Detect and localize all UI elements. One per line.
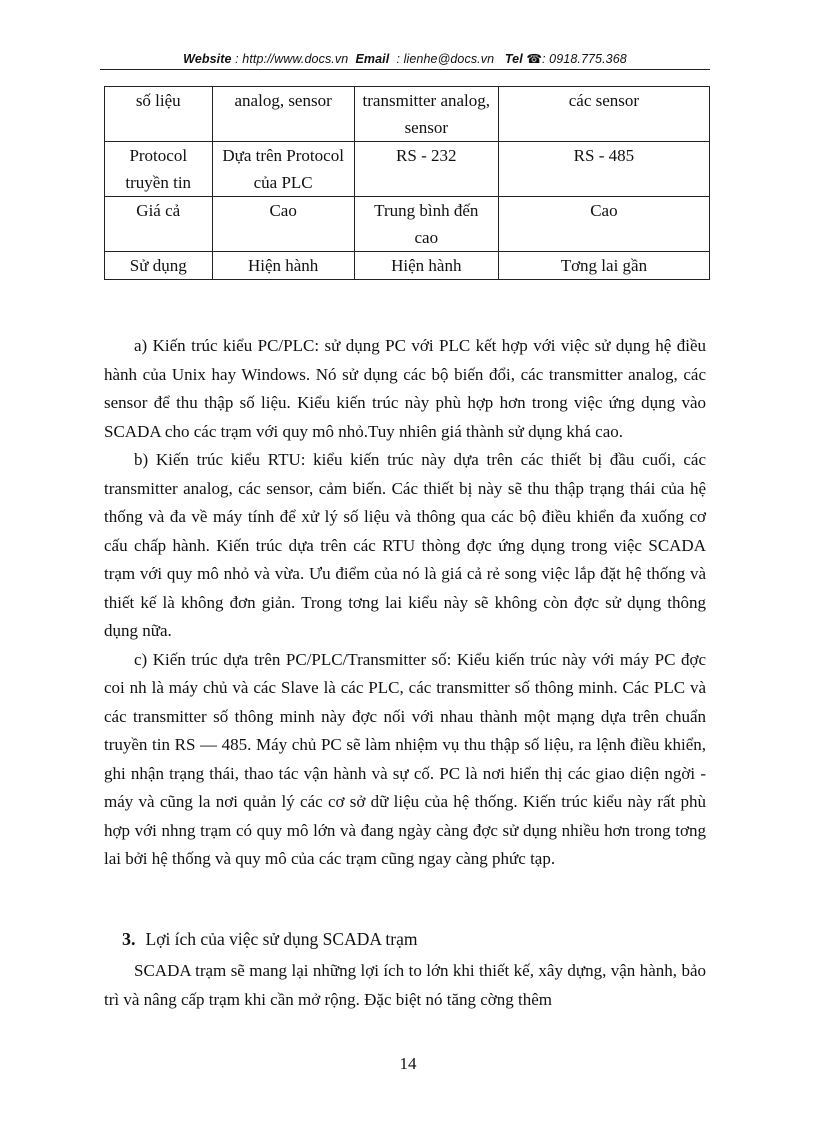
table-cell: Trung bình đến cao	[354, 197, 498, 252]
table-cell: transmitter analog, sensor	[354, 87, 498, 142]
section-heading	[122, 929, 417, 950]
email-value: : lienhe@docs.vn	[396, 52, 495, 66]
section-body	[104, 957, 706, 1014]
email-label: Email	[355, 52, 390, 66]
table-cell: Cao	[498, 197, 709, 252]
page-number: 14	[399, 1054, 417, 1073]
paragraph-scada-benefits: SCADA trạm sẽ mang lại những lợi ích to lớn khi thiết kế, xây dựng, vận hành, bảo trì và nâng cấp trạm khi cần mở rộng. Đặc biệt nó tăng cờng thêm	[104, 961, 706, 1009]
table-cell: Protocol truyền tin	[105, 142, 213, 197]
comparison-table	[104, 86, 710, 280]
tel-value: : 0918.775.368	[542, 52, 627, 66]
paragraph-c: c) Kiến trúc dựa trên PC/PLC/Transmitter số: Kiểu kiến trúc này với máy PC đợc coi nh là máy chủ và các Slave là các PLC, các transmitter số thông minh. Các PLC và các transmitter số thông minh này đợc nối với nhau thành một mạng dựa trên chuẩn truyền tin RS — 485. Máy chủ PC sẽ làm nhiệm vụ thu thập số liệu, ra lệnh điều khiển, ghi nhận trạng thái, thao tác vận hành và sự cố. PC là nơi hiển thị các giao diện ngời - máy và cũng la nơi quản lý các cơ sở dữ liệu của hệ thống. Kiến trúc kiểu này rất phù hợp với nhng trạm có quy mô lớn và đang ngày càng đợc sử dụng nhiều hơn trong tơng lai bởi hệ thống và quy mô của các trạm cũng ngay càng phức tạp.	[104, 649, 706, 868]
website-label: Website	[183, 52, 232, 66]
table-cell: Tơng lai gần	[498, 252, 709, 280]
page-header	[100, 51, 710, 66]
section-title: Lợi ích của việc sử dụng SCADA trạm	[145, 929, 418, 949]
body-text	[104, 332, 706, 874]
table-cell: các sensor	[498, 87, 709, 142]
table-cell: Sử dụng	[105, 252, 213, 280]
table-cell: Dựa trên Protocol của PLC	[212, 142, 354, 197]
tel-label: Tel	[504, 52, 523, 66]
table-cell: Hiện hành	[354, 252, 498, 280]
table-cell: RS - 485	[498, 142, 709, 197]
section-number: 3.	[122, 929, 136, 949]
table-cell: Giá cả	[105, 197, 213, 252]
header-divider	[100, 69, 710, 70]
table-row	[105, 87, 710, 142]
table-cell: Hiện hành	[212, 252, 354, 280]
phone-icon: ☎	[526, 52, 543, 66]
paragraph-b: b) Kiến trúc kiểu RTU: kiểu kiến trúc này dựa trên các thiết bị đầu cuối, các transmitter analog, các sensor, cảm biến. Các thiết bị này sẽ thu thập trạng thái của hệ thống và đa về máy tính để xử lý số liệu và thông qua các bộ điều khiển đa xuống cơ cấu chấp hành. Kiến trúc dựa trên các RTU thòng đợc ứng dụng trong việc SCADA trạm với quy mô nhỏ và vừa. Ưu điểm của nó là giá cả rẻ song việc lắp đặt hệ thống và thiết kế là không đơn giản. Trong tơng lai kiểu này sẽ không còn đợc sử dụng thông dụng nữa.	[104, 450, 706, 640]
table-cell: số liệu	[105, 87, 213, 142]
table-row	[105, 252, 710, 280]
website-value: : http://www.docs.vn	[235, 52, 349, 66]
table-cell: Cao	[212, 197, 354, 252]
paragraph-a: a) Kiến trúc kiểu PC/PLC: sử dụng PC với PLC kết hợp với việc sử dụng hệ điều hành của Unix hay Windows. Nó sử dụng các bộ biến đổi, các transmitter analog, các sensor để thu thập số liệu. Kiểu kiến trúc này phù hợp hơn trong việc ứng dụng vào SCADA cho các trạm với quy mô nhỏ.Tuy nhiên giá thành sử dụng khá cao.	[104, 336, 706, 441]
table-cell: analog, sensor	[212, 87, 354, 142]
table-cell: RS - 232	[354, 142, 498, 197]
table-row	[105, 197, 710, 252]
table-row	[105, 142, 710, 197]
